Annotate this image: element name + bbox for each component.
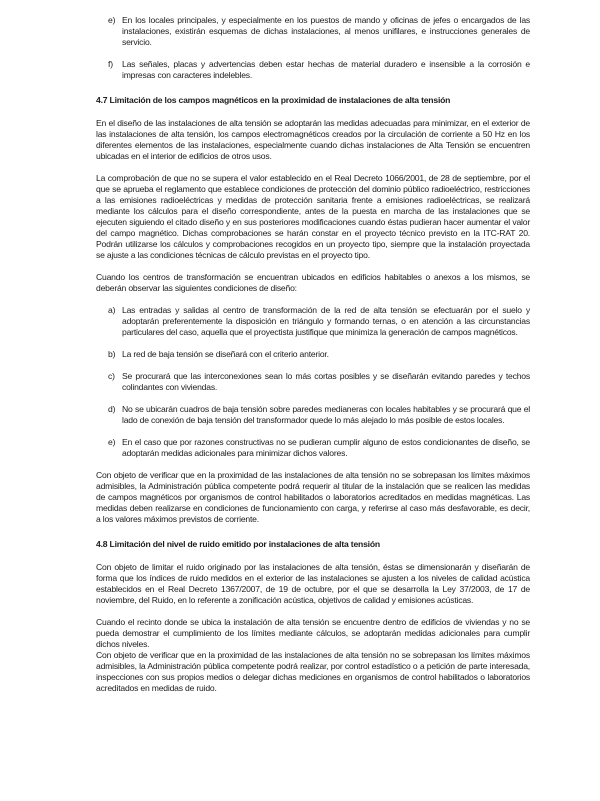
list-item-d — [96, 404, 530, 426]
list-item-text: En el caso que por razones constructivas no se pudieran cumplir alguno de estos condicionantes de diseño, se adoptarán medidas adicionales para minimizar dichos valores. — [122, 437, 530, 458]
list-item-text: Las entradas y salidas al centro de transformación de la red de alta tensión se efectuarán por el suelo y adoptarán preferentemente la disposición en triángulo y formando ternas, o en atención a las circunstancias particulares del caso, aquella que el proyectista justifique que minimiza la generación de campos magnéticos. — [122, 305, 530, 337]
list-item-label: b) — [108, 349, 116, 359]
section-heading-4-7: 4.7 Limitación de los campos magnéticos en la proximidad de instalaciones de alta tensión — [96, 95, 451, 105]
paragraph-4-7-centros: Cuando los centros de transformación se encuentran ubicados en edificios habitables o anexos a los mismos, se deberán observar las siguientes condiciones de diseño: — [96, 272, 530, 293]
list-item-text: No se ubicarán cuadros de baja tensión sobre paredes medianeras con locales habitables y se procurará que el lado de conexión de baja tensión del transformador quede lo más alejado lo más posible de estos locales. — [122, 404, 530, 425]
list-item-text: La red de baja tensión se diseñará con el criterio anterior. — [122, 349, 329, 359]
document-content — [96, 15, 530, 705]
paragraph-4-7-design: En el diseño de las instalaciones de alta tensión se adoptarán las medidas adecuadas para minimizar, en el exterior de las instalaciones de alta tensión, los campos electromagnéticos creados por la circulación de corriente a 50 Hz en los diferentes elementos de las instalaciones, especialmente cuando dichas instalaciones de Alta Tensión se encuentren ubicadas en el interior de edificios de otros usos. — [96, 118, 530, 161]
list-item-label: f) — [108, 59, 113, 69]
list-item-e — [96, 437, 530, 459]
paragraph-4-7-comprobacion: La comprobación de que no se supera el valor establecido en el Real Decreto 1066/2001, de 28 de septiembre, por el que se aprueba el reglamento que establece condiciones de protección del dominio público radioeléctrico, restricciones a las emisiones radioeléctricas y medidas de protección sanitaria frente a emisiones radioeléctricas, se realizará mediante los cálculos para el diseño correspondiente, antes de la puesta en marcha de las instalaciones que se ejecuten siguiendo el citado diseño y en sus posteriores modificaciones cuando éstas pudieran hacer aumentar el valor del campo magnético. Dichas comprobaciones se harán constar en el proyecto técnico previsto en la ITC-RAT 20. Podrán utilizarse los cálculos y comprobaciones recogidos en un proyecto tipo, siempre que la instalación proyectada se ajuste a las condiciones técnicas de cálculo previstas en el proyecto tipo. — [96, 173, 530, 260]
list-item-b — [96, 349, 530, 360]
list-item-label: c) — [108, 371, 115, 381]
list-item-label: d) — [108, 404, 116, 414]
paragraph-4-8-limitar: Con objeto de limitar el ruido originado por las instalaciones de alta tensión, éstas se dimensionarán y diseñarán de forma que los índices de ruido medidos en el exterior de las instalaciones se ajusten a los niveles de calidad acústica establecidos en el Real Decreto 1367/2007, de 19 de octubre, por el que se desarrolla la Ley 37/2003, de 17 de noviembre, del Ruido, en lo referente a zonificación acústica, objetivos de calidad y emisiones acústicas. — [96, 562, 530, 605]
list-item-e-top — [96, 15, 530, 48]
list-item-text: Las señales, placas y advertencias deben estar hechas de material duradero e insensible a la corrosión e impresas con caracteres indelebles. — [122, 59, 530, 80]
section-heading-4-8: 4.8 Limitación del nivel de ruido emitido por instalaciones de alta tensión — [96, 539, 380, 549]
paragraph-4-8-verificar: Con objeto de verificar que en la proximidad de las instalaciones de alta tensión no se sobrepasan los límites máximos admisibles, la Administración pública competente podrá realizar, por control estadístico o a petición de parte interesada, inspecciones con sus propios medios o delegar dichas mediciones en organismos de control habilitados o laboratorios acreditados en medidas de ruido. — [96, 650, 530, 693]
list-item-c — [96, 371, 530, 393]
list-item-f-top — [96, 59, 530, 81]
list-item-text: Se procurará que las interconexiones sean lo más cortas posibles y se diseñarán evitando paredes y techos colindantes con viviendas. — [122, 371, 530, 392]
list-item-label: e) — [108, 15, 116, 25]
list-item-a — [96, 305, 530, 338]
paragraph-4-7-verificar: Con objeto de verificar que en la proximidad de las instalaciones de alta tensión no se sobrepasan los límites máximos admisibles, la Administración pública competente podrá requerir al titular de la instalación que se realicen las medidas de campos magnéticos por organismos de control habilitados o laboratorios acreditados en medidas magnéticas. Las medidas deben realizarse en condiciones de funcionamiento con carga, y referirse al caso más desfavorable, es decir, a los valores máximos previstos de corriente. — [96, 470, 530, 524]
paragraph-4-8-recinto: Cuando el recinto donde se ubica la instalación de alta tensión se encuentre dentro de edificios de viviendas y no se pueda demostrar el cumplimiento de los límites mediante cálculos, se adoptarán medidas adicionales para cumplir dichos niveles. — [96, 617, 530, 649]
list-item-text: En los locales principales, y especialmente en los puestos de mando y oficinas de jefes o encargados de las instalaciones, existirán esquemas de dichas instalaciones, al menos unifilares, e instrucciones generales de servicio. — [122, 15, 530, 47]
list-item-label: e) — [108, 437, 116, 447]
list-item-label: a) — [108, 305, 116, 315]
